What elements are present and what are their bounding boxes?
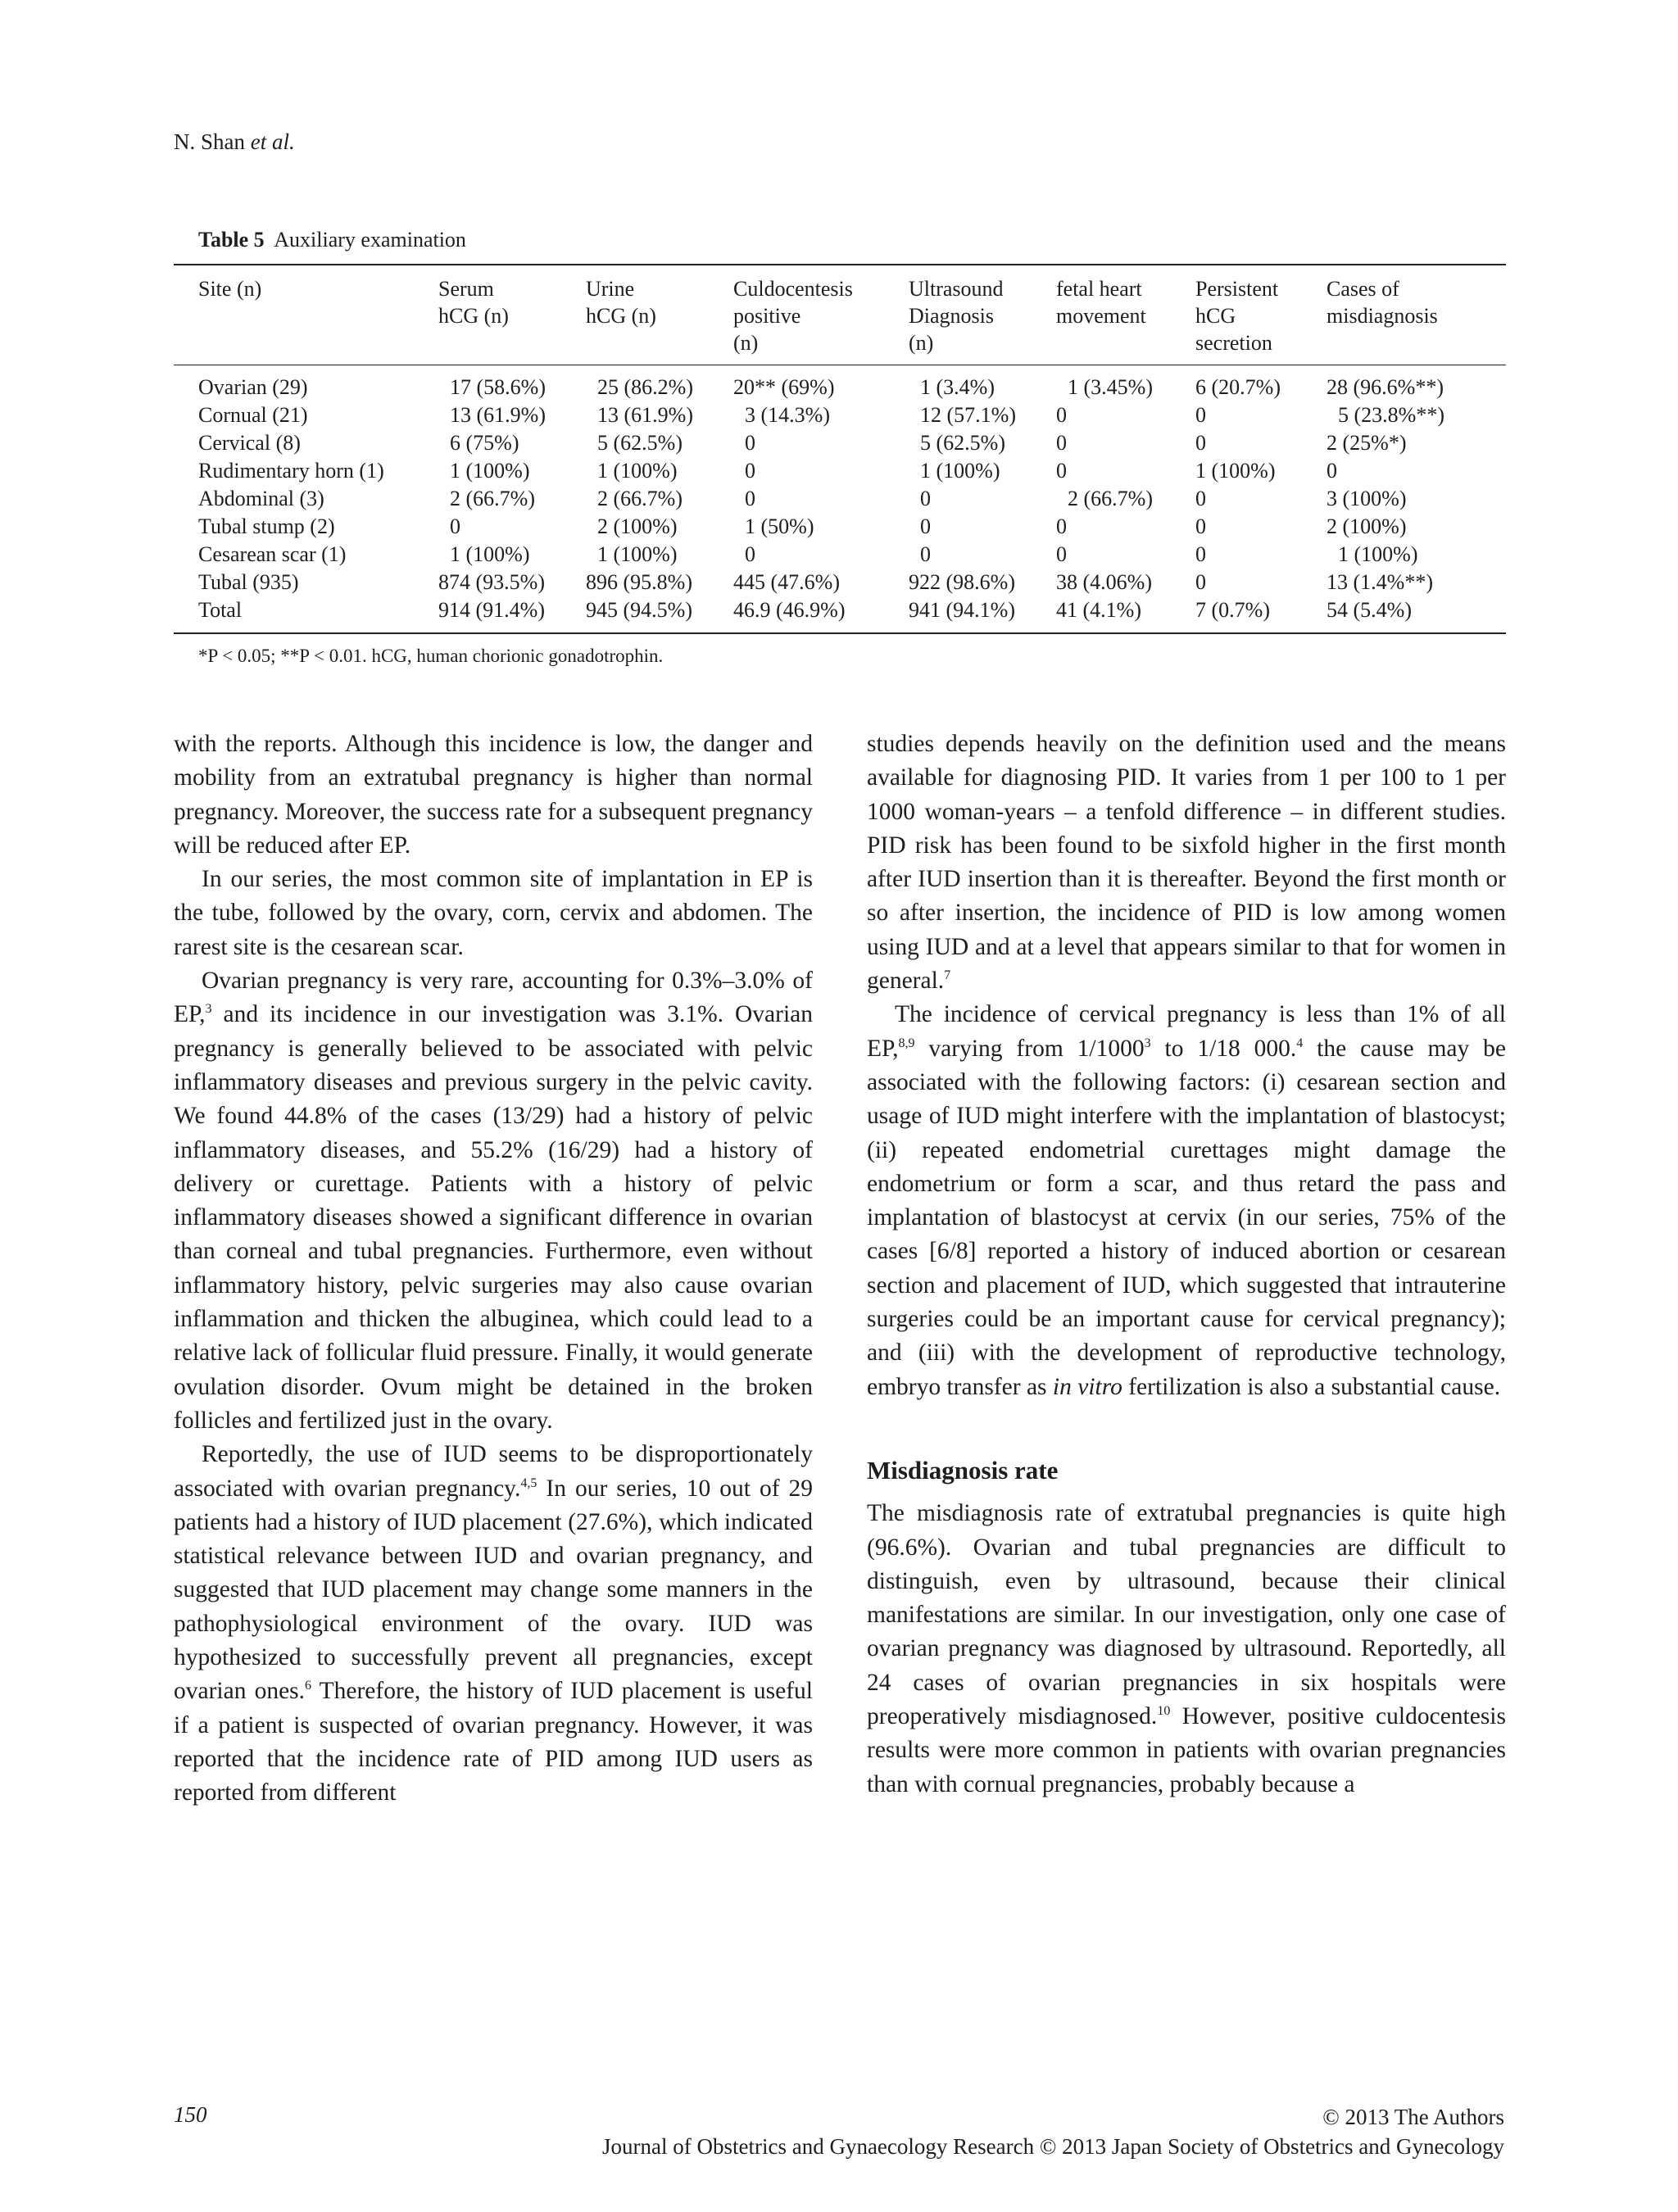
page-number: 150 <box>174 2102 207 2127</box>
header-misdiagnosis: Cases of misdiagnosis <box>1327 277 1438 328</box>
table-title: Auxiliary examination <box>274 228 466 252</box>
footer-journal: Journal of Obstetrics and Gynaecology Research © 2013 Japan Society of Obstetrics and Gynecology <box>602 2134 1504 2159</box>
section-heading: Misdiagnosis rate <box>867 1455 1059 1484</box>
table-footnote: *P < 0.05; **P < 0.01. hCG, human chorionic gonadotrophin. <box>198 646 664 666</box>
table-row-total: Total 914 (91.4%) 945 (94.5%) 46.9 (46.9%) 941 (94.1%) 41 (4.1%) 7 (0.7%) 54 (5.4%) <box>198 598 1412 622</box>
table-row: Ovarian (29) 17 (58.6%) 25 (86.2%) 20** (69%) 1 (3.4%) 1 (3.45%) 6 (20.7%) 28 (96.6%**) <box>198 375 1444 399</box>
body-column-right <box>867 728 1506 1802</box>
paragraph: with the reports. Although this incidence is low, the danger and mobility from an extratubal pregnancy is higher than normal pregnancy. Moreover, the success rate for a subsequent pregnancy will be reduced after EP. <box>174 731 813 859</box>
table-row: Tubal stump (2) 0 2 (100%) 1 (50%) 0 0 0 2 (100%) <box>198 514 1407 538</box>
table-header-row <box>174 265 1506 365</box>
citation: 4,5 <box>520 1475 537 1490</box>
paragraph: The misdiagnosis rate of extratubal pregnancies is quite high (96.6%). Ovarian and tubal pregnancies are difficult to distinguish, even by ultrasound, because their clinical manifestations are similar. In our investigation, only one case of ovarian pregnancy was diagnosed by ultrasound. Reportedly, all 24 cases of ovarian pregnancies in six hospitals were preoperatively misdiagnosed.$^{10}$ However, positive culdocentesis results were more common in patients with ovarian pregnancies than with cornual pregnancies, probably because a <box>867 1500 1506 1797</box>
table-caption <box>198 228 1506 252</box>
table-5 <box>174 228 1506 667</box>
paragraph: Ovarian pregnancy is very rare, accounting for 0.3%–3.0% of EP,$^3$ and its incidence in our investigation was 3.1%. Ovarian pregnancy is generally believed to be associated with pelvic inflammatory diseases and previous surgery in the pelvic cavity. We found 44.8% of the cases (13/29) had a history of pelvic inflammatory diseases, and 55.2% (16/29) had a history of delivery or curettage. Patients with a history of pelvic inflammatory diseases showed a significant difference in ovarian than corneal and tubal pregnancies. Furthermore, even without inflammatory history, pelvic surgeries may also cause ovarian inflammation and thicken the albuginea, which could lead to a relative lack of follicular fluid pressure. Finally, it would generate ovulation disorder. Ovum might be detained in the broken follicles and fertilized just in the ovary. <box>174 968 813 1434</box>
table-row: Cervical (8) 6 (75%) 5 (62.5%) 0 5 (62.5%) 0 0 2 (25%*) <box>198 431 1407 455</box>
citation: 8,9 <box>898 1036 915 1050</box>
auxiliary-examination-table <box>174 264 1506 634</box>
header-serum-hcg: Serum hCG (n) <box>438 277 509 328</box>
header-fetal-heart: fetal heart movement <box>1056 277 1146 328</box>
header-urine-hcg: Urine hCG (n) <box>586 277 656 328</box>
citation: 7 <box>944 968 951 983</box>
footer <box>602 2102 1504 2161</box>
citation: 3 <box>205 1002 212 1017</box>
paragraph: Reportedly, the use of IUD seems to be disproportionately associated with ovarian pregnancy.$^{4,5}$ In our series, 10 out of 29 patients had a history of IUD placement (27.6%), which indicated statistical relevance between IUD and ovarian pregnancy, and suggested that IUD placement may change some manners in the pathophysiological environment of the ovary. IUD was hypothesized to successfully prevent all pregnancies, except ovarian ones.$^6$ Therefore, the history of IUD placement is useful if a patient is suspected of ovarian pregnancy. However, it was reported that the incidence rate of PID among IUD users as reported from different <box>174 1441 814 1806</box>
citation: 6 <box>305 1679 312 1693</box>
header-persistent-hcg: Persistent hCG secretion <box>1195 277 1279 355</box>
header-site: Site (n) <box>198 277 262 301</box>
header-ultrasound: Ultrasound Diagnosis (n) <box>909 277 1004 355</box>
running-head-author: N. Shan <box>174 129 245 154</box>
footer-copyright: © 2013 The Authors <box>1322 2105 1504 2129</box>
table-row: Abdominal (3) 2 (66.7%) 2 (66.7%) 0 0 2 (66.7%) 0 3 (100%) <box>198 487 1407 510</box>
paragraph: In our series, the most common site of implantation in EP is the tube, followed by the ovary, corn, cervix and abdomen. The rarest site is the cesarean scar. <box>174 866 813 960</box>
table-row: Tubal (935) 874 (93.5%) 896 (95.8%) 445 (47.6%) 922 (98.6%) 38 (4.06%) 0 13 (1.4%**) <box>198 570 1433 594</box>
header-culdocentesis: Culdocentesis positive (n) <box>733 277 853 355</box>
running-head-etal: et al. <box>250 129 295 154</box>
citation: 10 <box>1157 1704 1171 1719</box>
table-row: Rudimentary horn (1) 1 (100%) 1 (100%) 0 1 (100%) 0 1 (100%) 0 <box>198 459 1337 483</box>
paragraph: The incidence of cervical pregnancy is less than 1% of all EP,$^{8,9}$ varying from 1/1000$^3$ to 1/18 000.$^4$ the cause may be associated with the following factors: (i) cesarean section and usage of IUD might interfere with the implantation of blastocyst; (ii) repeated endometrial curettages might damage the endometrium or form a scar, and thus retard the pass and implantation of blastocyst at cervix (in our series, 75% of the cases [6/8] reported a history of induced abortion or cesarean section and placement of IUD, which suggested that intrauterine surgeries could be an important cause for cervical pregnancy); and (iii) with the development of reproductive technology, embryo transfer as in vitro fertilization is also a substantial cause. <box>867 1001 1506 1400</box>
citation: 4 <box>1296 1036 1304 1050</box>
table-row: Cornual (21) 13 (61.9%) 13 (61.9%) 3 (14.3%) 12 (57.1%) 0 0 5 (23.8%**) <box>198 403 1444 427</box>
table-label: Table 5 <box>198 228 265 252</box>
citation: 3 <box>1144 1036 1151 1050</box>
body-column-left <box>174 728 813 1811</box>
table-row: Cesarean scar (1) 1 (100%) 1 (100%) 0 0 0 0 1 (100%) <box>198 542 1418 566</box>
running-head <box>174 129 295 155</box>
paragraph: studies depends heavily on the definition used and the means available for diagnosing PID. It varies from 1 per 100 to 1 per 1000 woman-years – a tenfold difference – in different studies. PID risk has been found to be sixfold higher in the first month after IUD insertion than it is thereafter. Beyond the first month or so after insertion, the incidence of PID is low among women using IUD and at a level that appears similar to that for women in general.$^7$ <box>867 731 1506 995</box>
